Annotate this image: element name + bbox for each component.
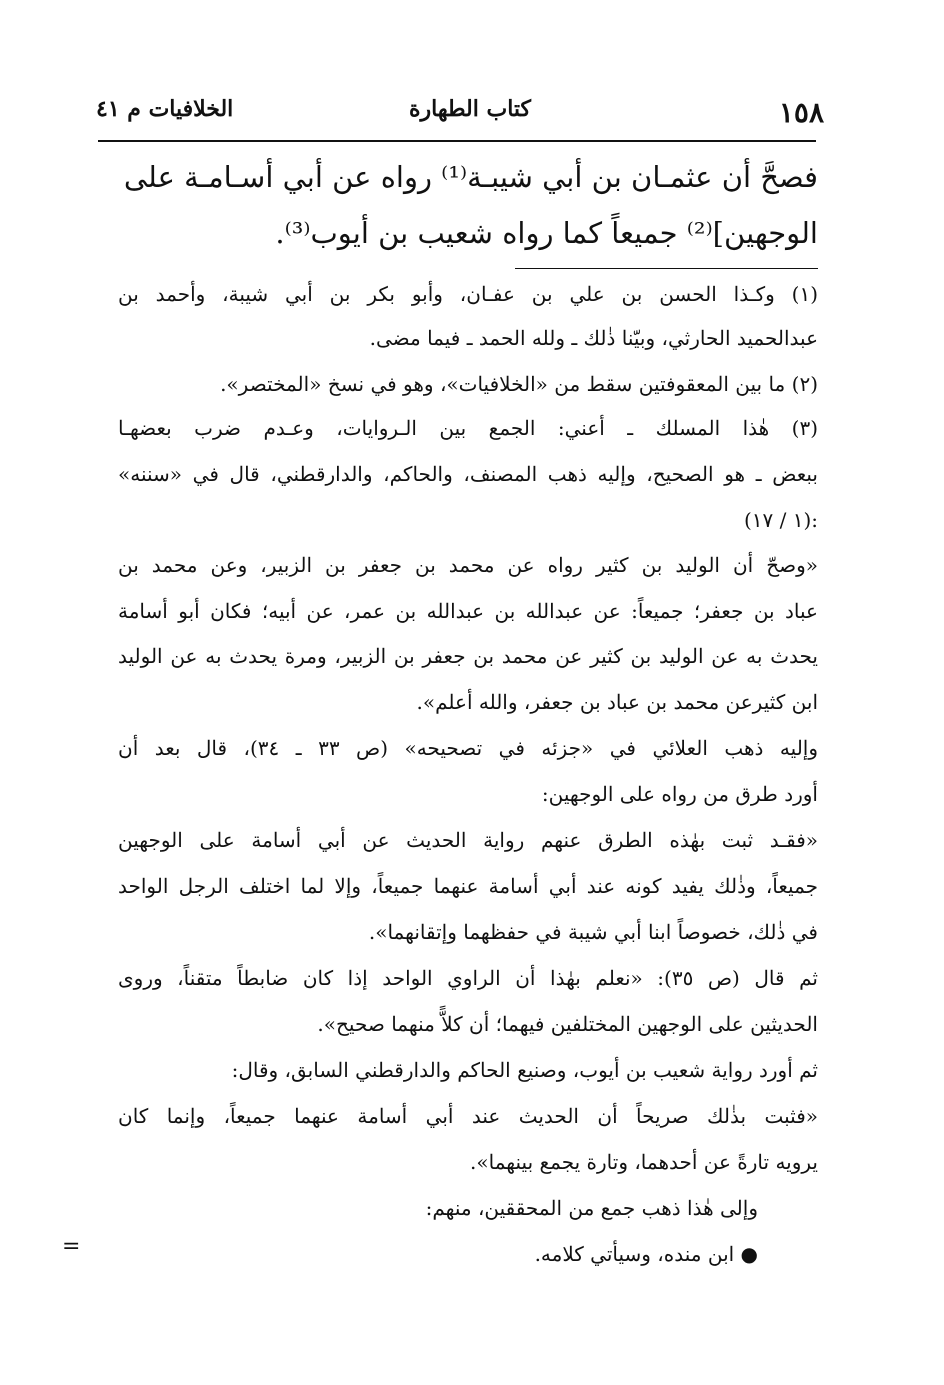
footnote-line: يحدث به عن الوليد بن كثير عن محمد بن جعفر بن الزبير، ومرة يحدث به عن الوليد [118, 644, 818, 668]
footnote-line: جميعاً، وذٰلك يفيد كونه عند أبي أسامة عنهما جميعاً، وإلا لما اختلف الرجل الواحد [118, 874, 818, 898]
footnote-line: «فثبت بذٰلك صريحاً أن الحديث عند أبي أسامة عنهما جميعاً، وإنما كان [118, 1104, 818, 1128]
main-text-line: فصحَّ أن عثمـان بن أبي شيبـة⁽¹⁾ رواه عن أبي أسـامـة على [123, 160, 818, 194]
running-header-title: كتاب الطهارة [408, 96, 532, 122]
footnote-line: يرويه تارةً عن أحدهما، وتارة يجمع بينهما». [470, 1150, 818, 1174]
running-header-left: الخلافيات م ٤١ [96, 96, 234, 122]
footnote-line: (١ / ١٧): [743, 508, 818, 532]
footnote-line: وإلى هٰذا ذهب جمع من المحققين، منهم: [425, 1196, 758, 1220]
page-number: ١٥٨ [778, 96, 824, 129]
footnote-line: الحديثين على الوجهين المختلفين فيهما؛ أن كلاًّ منهما صحيح». [317, 1012, 818, 1036]
footnote-line: عباد بن جعفر؛ جميعاً: عن عبدالله بن عبدالله بن عمر، عن أبيه؛ فكان أبو أسامة [118, 599, 818, 623]
footnote-line: وإليه ذهب العلائي في «جزئه في تصحيحه» (ص ٣٣ ـ ٣٤)، قال بعد أن [118, 736, 818, 760]
footnote-bullet-line: ● ابن منده، وسيأتي كلامه. [534, 1242, 758, 1266]
footnote-line: (٢) ما بين المعقوفتين سقط من «الخلافيات»، وهو في نسخ «المختصر». [220, 372, 818, 396]
footnote-line: ثم أورد رواية شعيب بن أيوب، وصنيع الحاكم والدارقطني السابق، وقال: [231, 1058, 818, 1082]
footnote-line: (١) وكـذا الحسن بن علي بن عفـان، وأبو بكر بن أبي شيبة، وأحمد بن [118, 282, 818, 306]
footnote-line: «فقـد ثبت بهٰذه الطرق عنهم رواية الحديث عن أبي أسامة على الوجهين [118, 828, 818, 852]
footnote-line: عبدالحميد الحارثي، وبيّنا ذٰلك ـ ولله الحمد ـ فيما مضى. [369, 326, 818, 350]
footnote-line: (٣) هٰذا المسلك ـ أعني: الجمع بين الـروايات، وعـدم ضرب بعضهـا [118, 416, 818, 440]
footnote-line: ببعض ـ هو الصحيح، وإليه ذهب المصنف، والحاكم، والدارقطني، قال في «سننه» [118, 462, 818, 486]
header-rule [98, 140, 816, 142]
footnote-line: «وصحّ أن الوليد بن كثير رواه عن محمد بن جعفر بن الزبير، وعن محمد بن [118, 553, 818, 577]
footnote-line: أورد طرق من رواه على الوجهين: [541, 782, 818, 806]
footnote-separator [515, 268, 818, 269]
footnote-line: في ذٰلك، خصوصاً ابنا أبي شيبة في حفظهما وإتقانهما». [368, 920, 818, 944]
footnote-line: ابن كثيرعن محمد بن عباد بن جعفر، والله أعلم». [416, 690, 818, 714]
footnote-line: ثم قال (ص ٣٥): «نعلم بهٰذا أن الراوي الواحد إذا كان ضابطاً متقناً، وروى [118, 966, 818, 990]
main-text-line: الوجهين]⁽²⁾ جميعاً كما رواه شعيب بن أيوب⁽³⁾. [275, 216, 818, 250]
margin-mark: = [62, 1234, 81, 1259]
